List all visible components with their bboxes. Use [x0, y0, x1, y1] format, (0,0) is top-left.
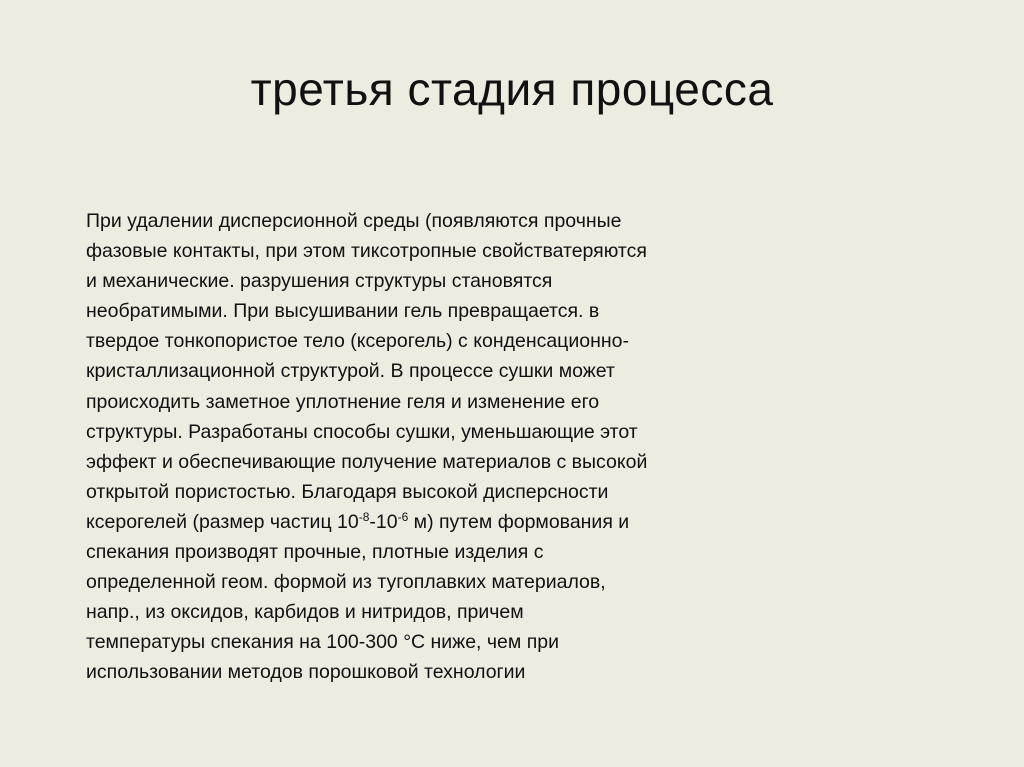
- text-line: температуры спекания на 100-300 °С ниже, чем при: [86, 631, 560, 654]
- text-line: происходить заметное уплотнение геля и изменение его: [86, 390, 600, 413]
- exponent: -8: [358, 509, 370, 524]
- text-line: фазовые контакты, при этом тиксотропные свойстватеряются: [86, 240, 647, 263]
- text-line: эффект и обеспечивающие получение материалов с высокой: [86, 450, 648, 473]
- text-line: структуры. Разработаны способы сушки, уменьшающие этот: [86, 420, 638, 443]
- text-line: открытой пористостью. Благодаря высокой дисперсности: [86, 480, 609, 503]
- text-segment: -10: [369, 510, 398, 533]
- exponent: -6: [397, 509, 409, 524]
- text-line: необратимыми. При высушивании гель превращается. в: [86, 300, 600, 323]
- text-line-with-exponents: [86, 507, 786, 537]
- slide-title: третья стадия процесса: [250, 63, 774, 115]
- text-line: кристаллизационной структурой. В процессе сушки может: [86, 360, 615, 383]
- slide-body-text: [86, 206, 786, 688]
- text-line: и механические. разрушения структуры становятся: [86, 270, 553, 293]
- text-line: При удалении дисперсионной среды (появляются прочные: [86, 210, 622, 232]
- text-line: спекания производят прочные, плотные изделия с: [86, 541, 544, 564]
- text-line: напр., из оксидов, карбидов и нитридов, причем: [86, 601, 524, 624]
- text-line: использовании методов порошковой технологии: [86, 661, 526, 684]
- text-segment: м) путем формования и: [408, 510, 630, 533]
- text-line: определенной геом. формой из тугоплавких материалов,: [86, 571, 606, 594]
- text-segment: ксерогелей (размер частиц 10: [86, 510, 359, 533]
- text-line: твердое тонкопористое тело (ксерогель) с конденсационно-: [86, 330, 629, 353]
